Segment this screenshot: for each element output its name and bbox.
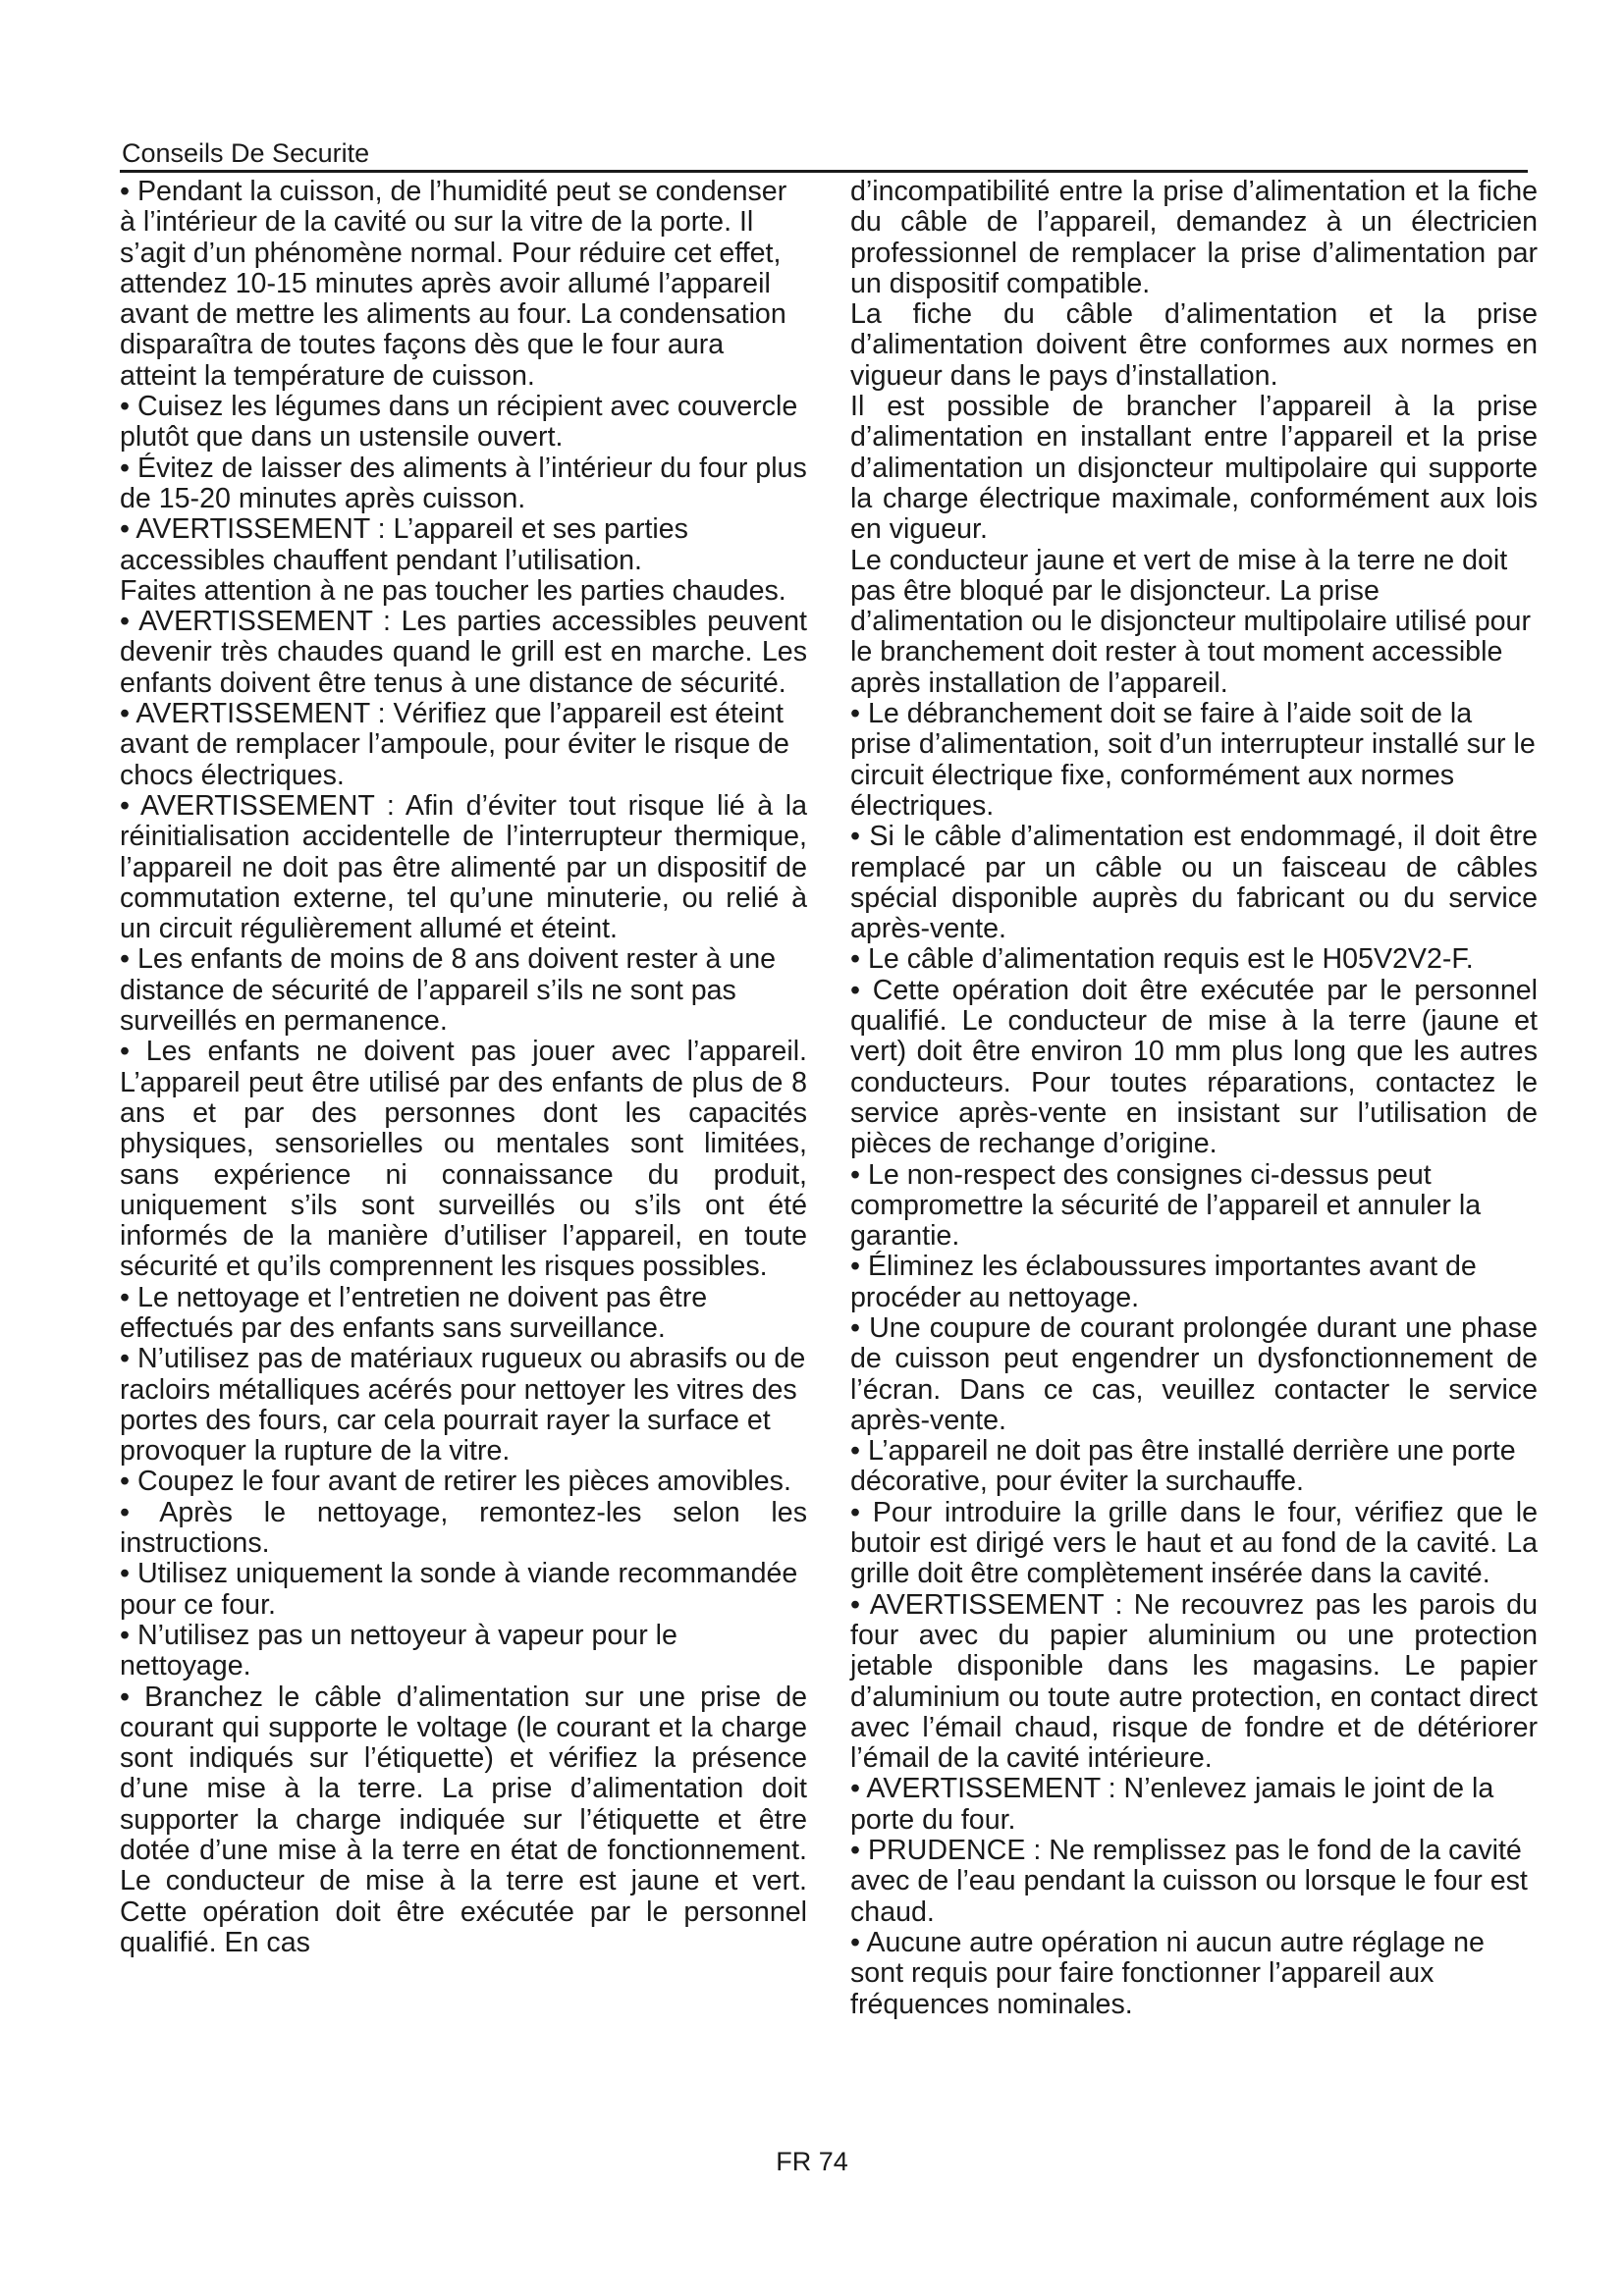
paragraph: • Évitez de laisser des aliments à l’intérieur du four plus de 15-20 minutes après cuisson. — [120, 452, 807, 514]
paragraph: • Cuisez les légumes dans un récipient avec couvercle plutôt que dans un ustensile ouvert. — [120, 391, 798, 454]
paragraph: • Aucune autre opération ni aucun autre réglage ne sont requis pour faire fonctionner l’appareil aux fréquences nominales. — [850, 1926, 1485, 2020]
paragraph: d’incompatibilité entre la prise d’alimentation et la fiche du câble de l’appareil, demandez à un électricien professionnel de remplacer la prise d’alimentation par un dispositif compatible. — [850, 176, 1538, 299]
paragraph: • AVERTISSEMENT : L’appareil et ses parties accessibles chauffent pendant l’utilisation. — [120, 513, 688, 576]
paragraph: • N’utilisez pas de matériaux rugueux ou abrasifs ou de racloirs métalliques acérés pour nettoyer les vitres des portes des fours, car cela pourrait rayer la surface et provoquer la rupture de la vitre. — [120, 1343, 806, 1468]
paragraph: • Cette opération doit être exécutée par le personnel qualifié. Le conducteur de mise à la terre (jaune et vert) doit être environ 10 mm plus long que les autres conducteurs. Pour toutes réparations, contactez le service après-vente en insistant sur l’utilisation de pièces de rechange d’origine. — [850, 974, 1538, 1160]
paragraph: • Coupez le four avant de retirer les pièces amovibles. — [120, 1466, 791, 1498]
paragraph: • AVERTISSEMENT : Les parties accessibles peuvent devenir très chaudes quand le grill est en marche. Les enfants doivent être tenus à une distance de sécurité. — [120, 606, 807, 699]
paragraph: • Si le câble d’alimentation est endommagé, il doit être remplacé par un câble ou un faisceau de câbles spécial disponible auprès du fabricant ou du service après-vente. — [850, 821, 1538, 945]
paragraph: • L’appareil ne doit pas être installé derrière une porte décorative, pour éviter la surchauffe. — [850, 1435, 1516, 1498]
paragraph: • N’utilisez pas un nettoyeur à vapeur pour le nettoyage. — [120, 1619, 677, 1682]
paragraph: • Branchez le câble d’alimentation sur une prise de courant qui supporte le voltage (le courant et la charge sont indiqués sur l’étiquette) et vérifiez la présence d’une mise à la terre. La prise d’alimentation doit supporter la charge indiquée sur l’étiquette et être dotée d’une mise à la terre en état de fonctionnement. Le conducteur de mise à la terre est jaune et vert. Cette opération doit être exécutée par le personnel qualifié. En cas — [120, 1681, 807, 1958]
paragraph: • Après le nettoyage, remontez-les selon les instructions. — [120, 1496, 807, 1560]
paragraph: • Le non-respect des consignes ci-dessus peut compromettre la sécurité de l’appareil et annuler la garantie. — [850, 1158, 1482, 1253]
paragraph: • Le câble d’alimentation requis est le H05V2V2-F. — [850, 943, 1474, 976]
paragraph: Le conducteur jaune et vert de mise à la terre ne doit pas être bloqué par le disjoncteur. La prise d’alimentation ou le disjoncteur multipolaire utilisé pour le branchement doit rester à tout moment accessible après installation de l’appareil. — [850, 544, 1531, 699]
left-column — [120, 177, 807, 1958]
paragraph: • Le nettoyage et l’entretien ne doivent pas être effectués par des enfants sans surveillance. — [120, 1281, 708, 1344]
paragraph: • Pour introduire la grille dans le four, vérifiez que le butoir est dirigé vers le haut et au fond de la cavité. La grille doit être complètement insérée dans la cavité. — [850, 1496, 1538, 1590]
paragraph: • AVERTISSEMENT : Ne recouvrez pas les parois du four avec du papier aluminium ou une protection jetable disponible dans les magasins. Le papier d’aluminium ou toute autre protection, en contact direct avec l’émail chaud, risque de fondre et de détériorer l’émail de la cavité intérieure. — [850, 1588, 1538, 1775]
paragraph: • PRUDENCE : Ne remplissez pas le fond de la cavité avec de l’eau pendant la cuisson ou lorsque le four est chaud. — [850, 1835, 1528, 1928]
paragraph: • Une coupure de courant prolongée durant une phase de cuisson peut engendrer un dysfonctionnement de l’écran. Dans ce cas, veuillez contacter le service après-vente. — [850, 1311, 1538, 1436]
paragraph: • Le débranchement doit se faire à l’aide soit de la prise d’alimentation, soit d’un interrupteur installé sur le circuit électrique fixe, conformément aux normes électriques. — [850, 698, 1536, 822]
paragraph: • Pendant la cuisson, de l’humidité peut se condenser à l’intérieur de la cavité ou sur la vitre de la porte. Il s’agit d’un phénomène normal. Pour réduire cet effet, attendez 10-15 minutes après avoir allumé l’appareil avant de mettre les aliments au four. La condensation disparaîtra de toutes façons dès que le four aura atteint la température de cuisson. — [120, 176, 787, 392]
paragraph: • Les enfants de moins de 8 ans doivent rester à une distance de sécurité de l’appareil s’ils ne sont pas surveillés en permanence. — [120, 943, 777, 1038]
paragraph: Il est possible de brancher l’appareil à la prise d’alimentation en installant entre l’appareil et la prise d’alimentation un disjoncteur multipolaire qui supporte la charge électrique maximale, conformément aux lois en vigueur. — [850, 391, 1538, 546]
paragraph: • AVERTISSEMENT : Vérifiez que l’appareil est éteint avant de remplacer l’ampoule, pour éviter le risque de chocs électriques. — [120, 698, 789, 791]
paragraph: • AVERTISSEMENT : N’enlevez jamais le joint de la porte du four. — [850, 1773, 1494, 1836]
section-title: Conseils De Securite — [122, 138, 370, 168]
paragraph: • Éliminez les éclaboussures importantes avant de procéder au nettoyage. — [850, 1251, 1477, 1313]
paragraph: La fiche du câble d’alimentation et la prise d’alimentation doivent être conformes aux normes en vigueur dans le pays d’installation. — [850, 298, 1538, 392]
paragraph: Faites attention à ne pas toucher les parties chaudes. — [120, 574, 786, 607]
paragraph: • AVERTISSEMENT : Afin d’éviter tout risque lié à la réinitialisation accidentelle de l’interrupteur thermique, l’appareil ne doit pas être alimenté par un dispositif de commutation externe, tel qu’une minuterie, ou relié à un circuit régulièrement allumé et éteint. — [120, 789, 807, 945]
header-divider — [120, 170, 1528, 173]
paragraph: • Utilisez uniquement la sonde à viande recommandée pour ce four. — [120, 1558, 798, 1621]
page-number: FR 74 — [776, 2147, 848, 2176]
right-column — [850, 177, 1538, 2020]
paragraph: • Les enfants ne doivent pas jouer avec l’appareil. L’appareil peut être utilisé par des enfants de plus de 8 ans et par des personnes dont les capacités physiques, sensorielles ou mentales sont limitées, sans expérience ni connaissance du produit, uniquement s’ils sont surveillés ou s’ils ont été informés de la manière d’utiliser l’appareil, en toute sécurité et qu’ils comprennent les risques possibles. — [120, 1036, 807, 1283]
